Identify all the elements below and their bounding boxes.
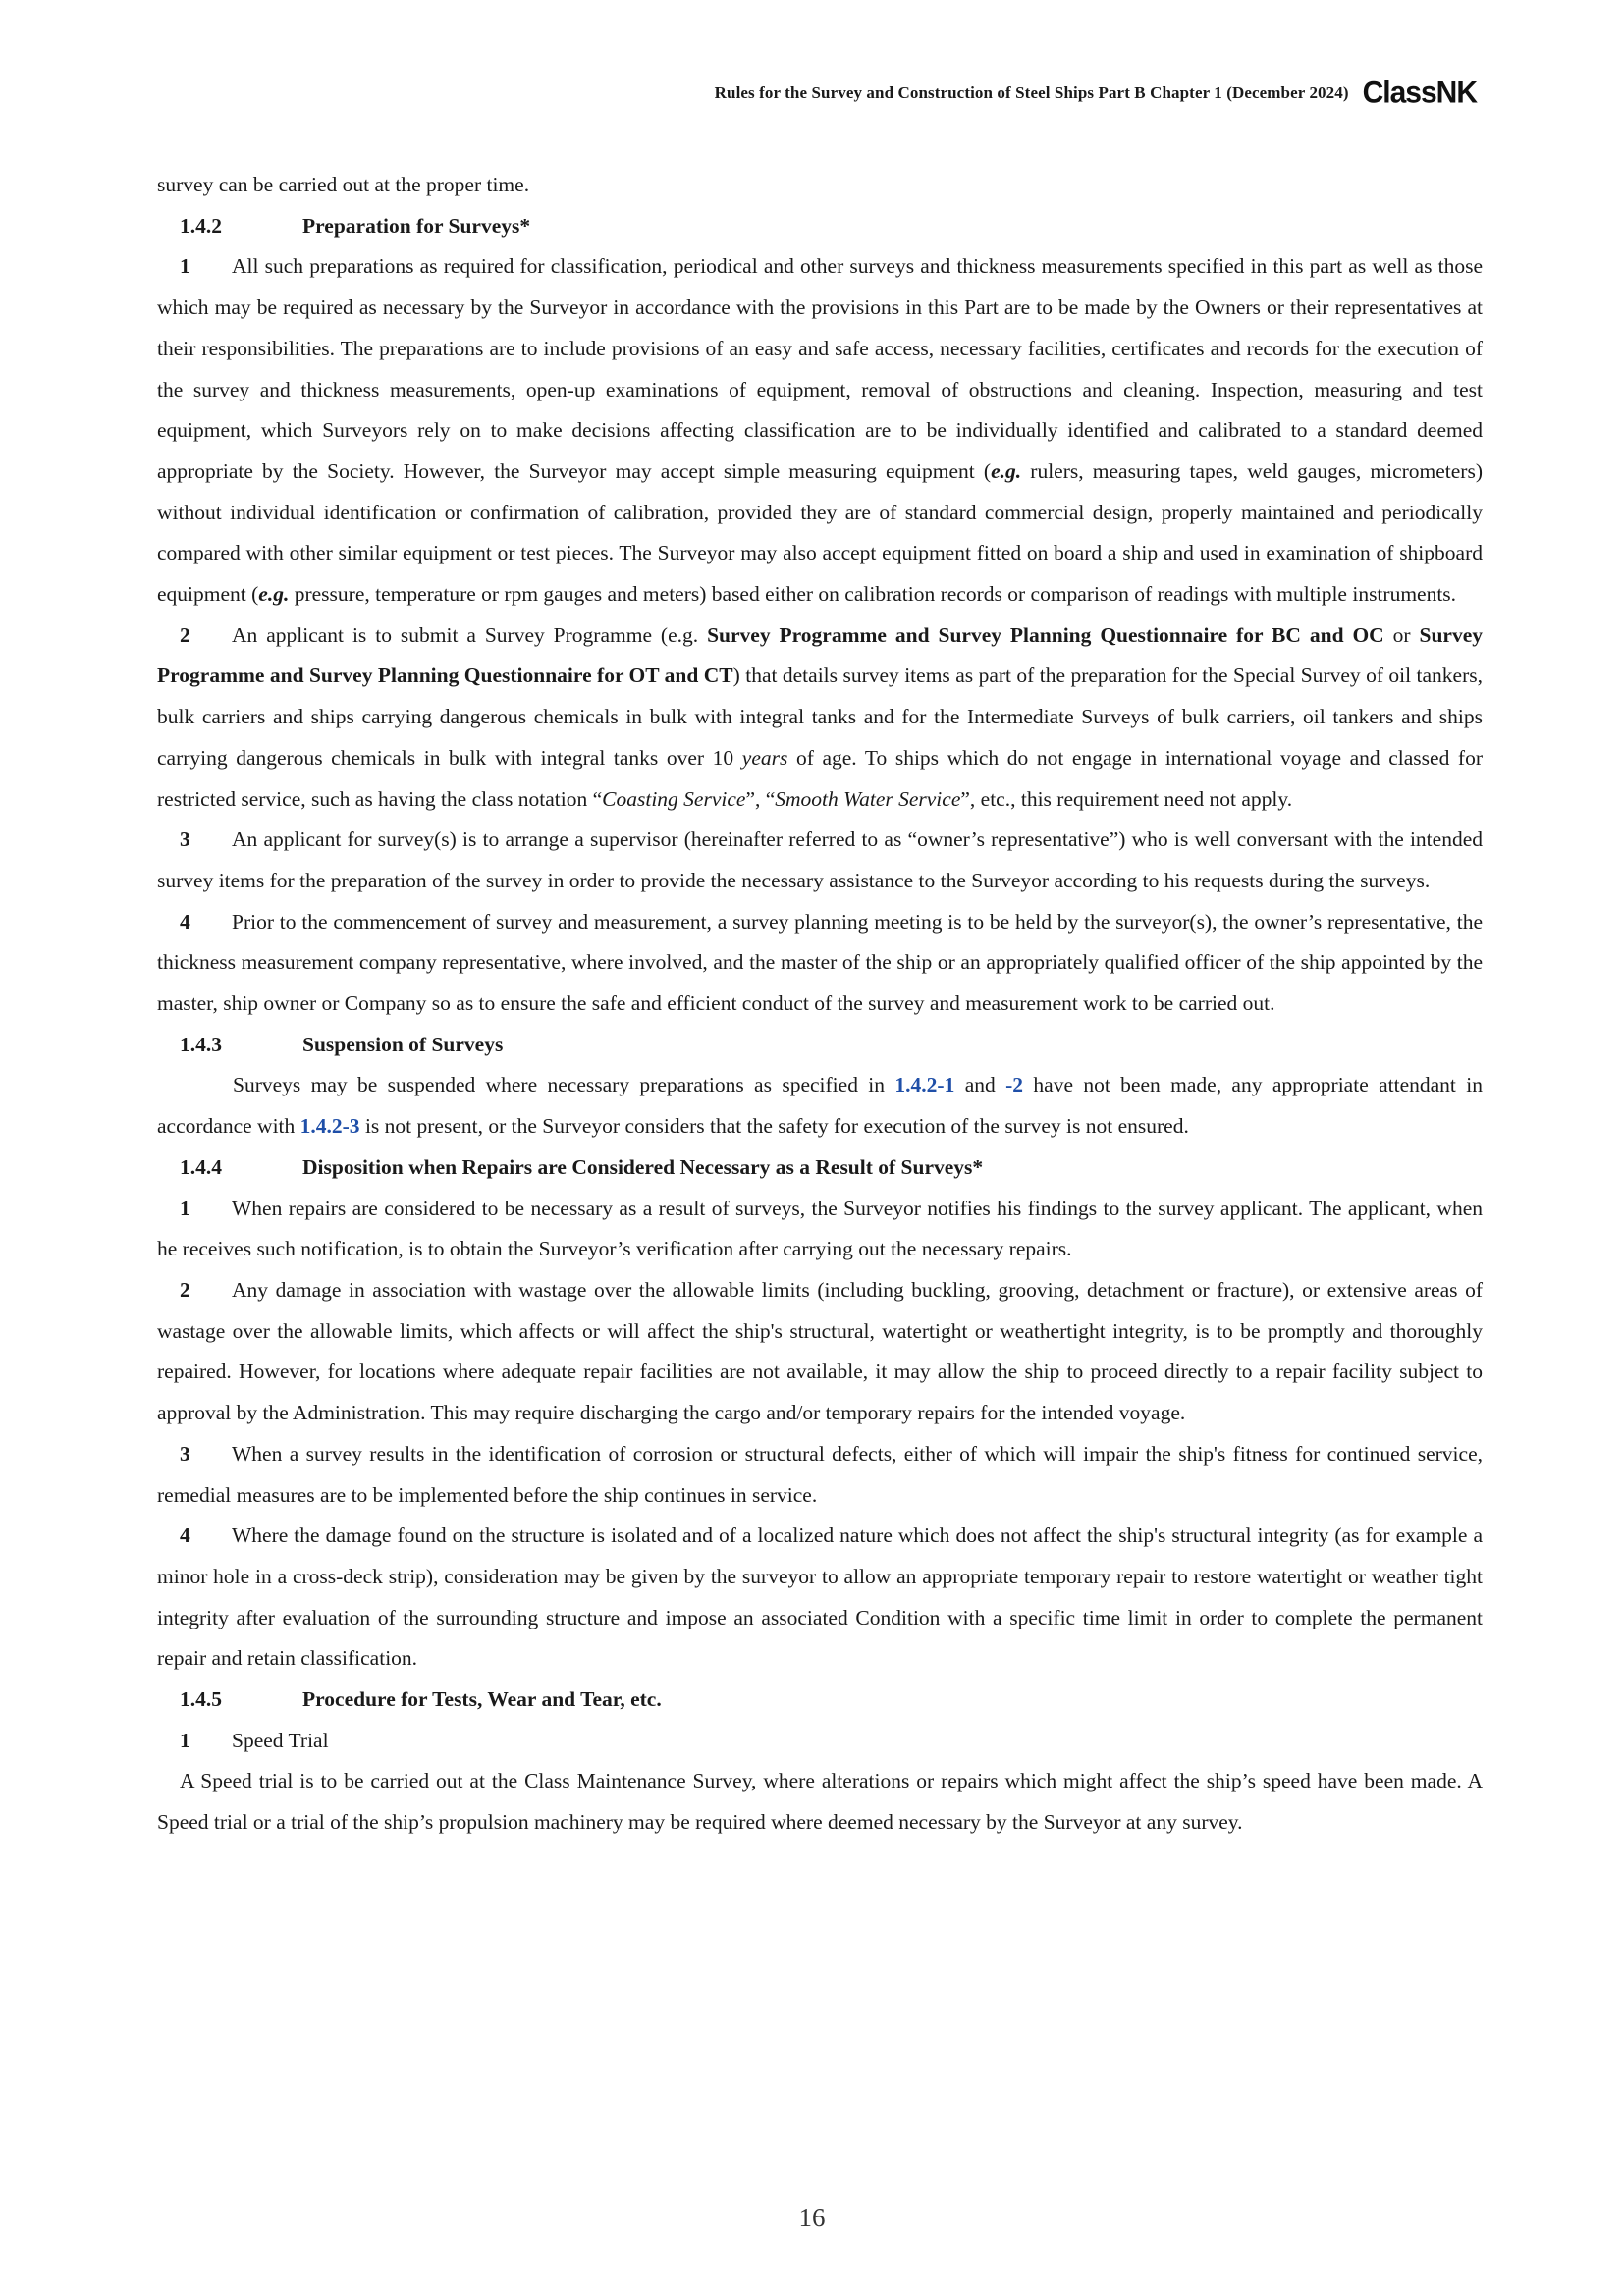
- header-title: Rules for the Survey and Construction of Steel Ships Part B Chapter 1 (December 2024): [714, 83, 1349, 102]
- paragraph-1-4-5-1: 1 Speed Trial: [180, 1728, 329, 1752]
- paragraph-1-4-4-3: 3 When a survey results in the identification of corrosion or structural defects, either of which will impair the ship's fitness for continued service, remedial measures are to be implemented before the ship continues in service.: [157, 1441, 1483, 1507]
- continued-paragraph: survey can be carried out at the proper time.: [157, 173, 530, 196]
- section-heading-1-4-2: 1.4.2 Preparation for Surveys*: [180, 213, 531, 238]
- page-header: [157, 77, 1477, 110]
- section-heading-1-4-5: 1.4.5 Procedure for Tests, Wear and Tear, etc.: [180, 1687, 662, 1712]
- section-heading-1-4-3: 1.4.3 Suspension of Surveys: [180, 1032, 504, 1056]
- paragraph-1-4-2-1: 1 All such preparations as required for classification, periodical and other surveys and thickness measurements specified in this part as well as those which may be required as necessary by the Surveyor in accordance with the provisions in this Part are to be made by the Owners or their representatives at their responsibilities. The preparations are to include provisions of an easy and safe access, necessary facilities, certificates and records for the execution of the survey and thickness measurements, open-up examinations of equipment, removal of obstructions and cleaning. Inspection, measuring and test equipment, which Surveyors rely on to make decisions affecting classification are to be individually identified and calibrated to a standard deemed appropriate by the Society. However, the Surveyor may accept simple measuring equipment (e.g. rulers, measuring tapes, weld gauges, micrometers) without individual identification or confirmation of calibration, provided they are of standard commercial design, properly maintained and periodically compared with other similar equipment or test pieces. The Surveyor may also accept equipment fitted on board a ship and used in examination of shipboard equipment (e.g. pressure, temperature or rpm gauges and meters) based either on calibration records or comparison of readings with multiple instruments.: [157, 254, 1483, 607]
- link-1-4-2-3[interactable]: 1.4.2-3: [299, 1114, 360, 1139]
- paragraph-1-4-2-3: 3 An applicant for survey(s) is to arrange a supervisor (hereinafter referred to as “owner’s representative”) who is well conversant with the intended survey items for the preparation of the survey in order to provide the necessary assistance to the Surveyor according to his requests during the surveys.: [157, 828, 1483, 892]
- document-body: [157, 165, 1483, 1843]
- paragraph-1-4-4-1: 1 When repairs are considered to be necessary as a result of surveys, the Surveyor notifies his findings to the survey applicant. The applicant, when he receives such notification, is to obtain the Surveyor’s verification after carrying out the necessary repairs.: [157, 1196, 1483, 1261]
- paragraph-1-4-2-4: 4 Prior to the commencement of survey and measurement, a survey planning meeting is to be held by the surveyor(s), the owner’s representative, the thickness measurement company representative, where involved, and the master of the ship or an appropriately qualified officer of the ship appointed by the master, ship owner or Company so as to ensure the safe and efficient conduct of the survey and measurement work to be carried out.: [157, 909, 1483, 1016]
- page-number: 16: [798, 2203, 826, 2232]
- paragraph-1-4-4-2: 2 Any damage in association with wastage over the allowable limits (including buckling, grooving, detachment or fracture), or extensive areas of wastage over the allowable limits, which affects or will affect the ship's structural, watertight or weathertight integrity, is to be promptly and thoroughly repaired. However, for locations where adequate repair facilities are not available, it may allow the ship to proceed directly to a repair facility subject to approval by the Administration. This may require discharging the cargo and/or temporary repairs for the intended voyage.: [157, 1277, 1483, 1425]
- paragraph-speed-trial-body: A Speed trial is to be carried out at the Class Maintenance Survey, where alterations or repairs which might affect the ship’s speed have been made. A Speed trial or a trial of the ship’s propulsion machinery may be required where deemed necessary by the Surveyor at any survey.: [157, 1769, 1483, 1835]
- paragraph-1-4-4-4: 4 Where the damage found on the structure is isolated and of a localized nature which does not affect the ship's structural integrity (as for example a minor hole in a cross-deck strip), consideration may be given by the surveyor to allow an appropriate temporary repair to restore watertight or weather tight integrity after evaluation of the surrounding structure and impose an associated Condition with a specific time limit in order to complete the permanent repair and retain classification.: [157, 1523, 1483, 1671]
- link-1-4-2-2[interactable]: -2: [1005, 1073, 1024, 1097]
- paragraph-1-4-3: Surveys may be suspended where necessary preparations as specified in 1.4.2-1 and -2 have not been made, any appropriate attendant in accordance with 1.4.2-3 is not present, or the Surveyor considers that the safety for execution of the survey is not ensured.: [157, 1073, 1483, 1139]
- section-heading-1-4-4: 1.4.4 Disposition when Repairs are Considered Necessary as a Result of Surveys*: [180, 1154, 984, 1179]
- link-1-4-2-1[interactable]: 1.4.2-1: [894, 1073, 955, 1097]
- paragraph-1-4-2-2: 2 An applicant is to submit a Survey Programme (e.g. Survey Programme and Survey Planning Questionnaire for BC and OC or Survey Programme and Survey Planning Questionnaire for OT and CT) that details survey items as part of the preparation for the Special Survey of oil tankers, bulk carriers and ships carrying dangerous chemicals in bulk with integral tanks and for the Intermediate Surveys of bulk carriers, oil tankers and ships carrying dangerous chemicals in bulk with integral tanks over 10 years of age. To ships which do not engage in international voyage and classed for restricted service, such as having the class notation “Coasting Service”, “Smooth Water Service”, etc., this requirement need not apply.: [157, 622, 1484, 811]
- classnk-logo: ClassNK: [1362, 76, 1477, 110]
